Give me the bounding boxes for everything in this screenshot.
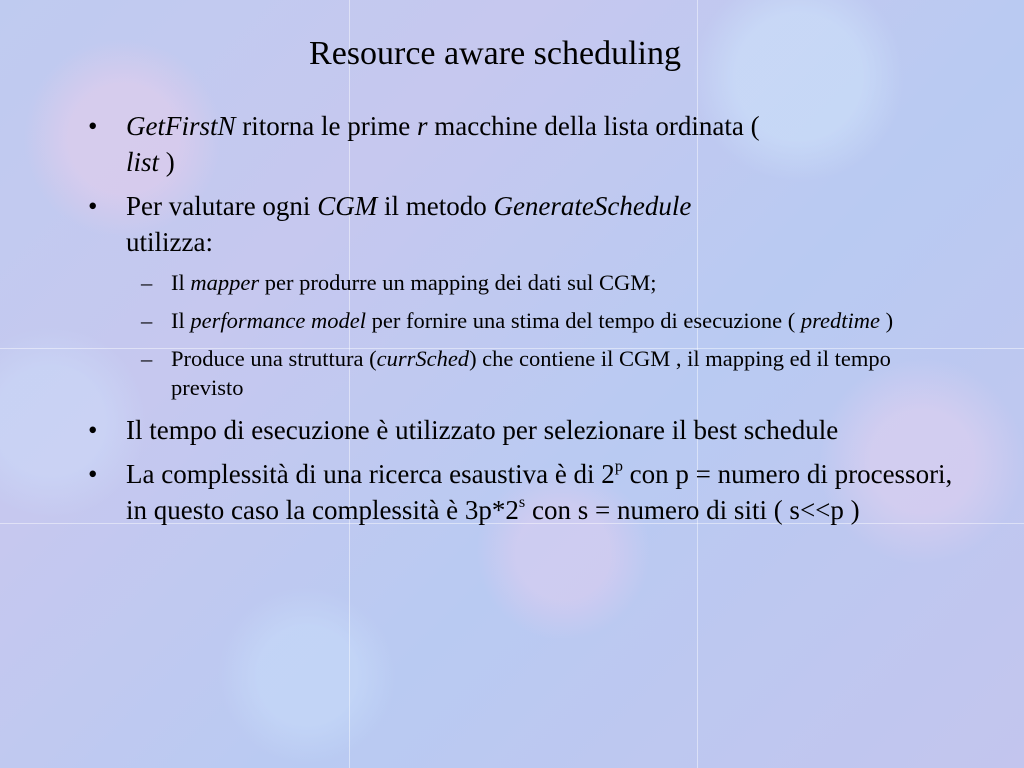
text-fragment: con s = numero di siti ( s<<p )	[525, 495, 860, 525]
sub-bullet-curr-sched	[82, 344, 962, 402]
text-fragment: ) che contiene il CGM , il mapping ed il tempo previsto	[171, 346, 891, 400]
bullet-complexity	[82, 456, 962, 528]
text-fragment: predtime	[800, 308, 880, 333]
text-fragment: Produce una struttura (	[171, 346, 377, 371]
bullet-marker: •	[88, 191, 98, 221]
text-fragment: r	[416, 111, 428, 141]
slide-content	[82, 108, 962, 536]
superscript-p: p	[614, 456, 623, 475]
dash-marker: –	[141, 346, 153, 371]
text-fragment: currSched	[376, 346, 470, 371]
superscript-s: s	[518, 492, 526, 511]
text-fragment: Il tempo di esecuzione è utilizzato per selezionare il best schedule	[126, 415, 839, 445]
text-fragment: Il	[171, 270, 191, 295]
text-fragment: per fornire una stima del tempo di esecuzione (	[365, 308, 801, 333]
text-fragment: utilizza:	[126, 227, 213, 257]
text-fragment: )	[159, 147, 175, 177]
text-fragment: Il	[171, 308, 191, 333]
bullet-marker: •	[88, 459, 98, 489]
dash-marker: –	[141, 270, 153, 295]
sub-bullet-list	[82, 268, 962, 402]
text-fragment: La complessità di una ricerca esaustiva è di 2	[126, 459, 615, 489]
sub-bullet-mapper	[82, 268, 962, 297]
text-fragment: macchine della lista ordinata (	[427, 111, 760, 141]
text-fragment: performance model	[190, 308, 366, 333]
text-fragment: il metodo	[377, 191, 494, 221]
bullet-marker: •	[88, 415, 98, 445]
text-fragment: per produrre un mapping dei dati sul CGM;	[259, 270, 657, 295]
text-fragment: con p = numero di processori, in questo caso la complessità è 3p*2	[126, 459, 953, 525]
bullet-getfirstn	[82, 108, 962, 180]
slide-title: Resource aware scheduling	[309, 35, 681, 72]
sub-bullet-performance-model	[82, 306, 962, 335]
text-fragment: Per valutare ogni	[126, 191, 318, 221]
dash-marker: –	[141, 308, 153, 333]
text-fragment: )	[879, 308, 894, 333]
bullet-generate-schedule	[82, 188, 962, 260]
text-fragment: list	[126, 147, 160, 177]
text-fragment: ritorna le prime	[235, 111, 417, 141]
text-fragment: GetFirstN	[126, 111, 236, 141]
text-fragment: mapper	[190, 270, 260, 295]
text-fragment: CGM	[317, 191, 378, 221]
bullet-execution-time	[82, 412, 962, 448]
bullet-marker: •	[88, 111, 98, 141]
text-fragment: GenerateSchedule	[493, 191, 692, 221]
